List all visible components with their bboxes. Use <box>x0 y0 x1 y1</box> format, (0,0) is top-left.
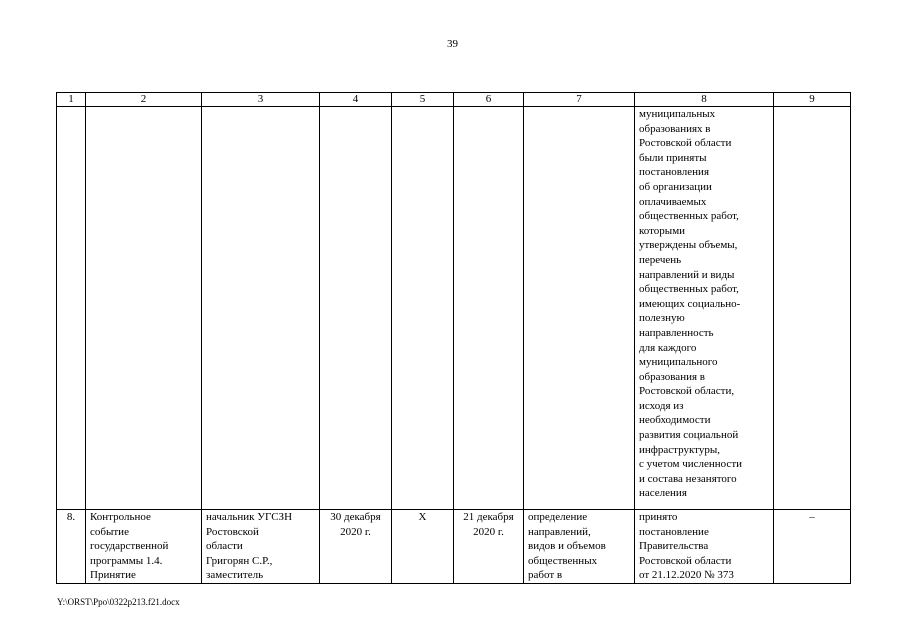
text-line: Принятие <box>90 569 136 582</box>
text-line: Ростовской области <box>639 137 732 150</box>
table-header-row <box>57 93 851 107</box>
text-line: населения <box>639 487 687 500</box>
column-header: 9 <box>774 93 851 107</box>
cell-col9: – <box>774 510 851 584</box>
text-line: 2020 г. <box>340 525 371 538</box>
text-line: муниципальных <box>639 108 716 120</box>
text-line: для каждого <box>639 341 697 354</box>
text-line: Ростовской области <box>639 554 732 567</box>
text-line: 21 декабря <box>463 511 514 523</box>
text-line: направленность <box>639 326 714 339</box>
text-line: от 21.12.2020 № 373 <box>639 569 734 582</box>
text-line: перечень <box>639 253 682 266</box>
text-line: были приняты <box>639 151 707 164</box>
text-line: муниципального <box>639 356 718 369</box>
text-line: образованиях в <box>639 122 711 135</box>
cell-actual-date <box>454 510 524 584</box>
text-line: 2020 г. <box>473 525 504 538</box>
text-line: определение <box>528 511 588 523</box>
text-line: инфраструктуры, <box>639 443 720 456</box>
text-line: развития социальной <box>639 429 739 442</box>
cell-result-text <box>635 107 774 510</box>
text-line: событие <box>90 525 129 538</box>
text-line: общественных <box>528 554 598 567</box>
cell-empty <box>86 107 202 510</box>
program-events-table <box>56 92 851 584</box>
text-line: об организации <box>639 180 712 193</box>
text-line: Контрольное <box>90 511 151 523</box>
text-line: программы 1.4. <box>90 554 163 567</box>
text-line: необходимости <box>639 414 711 427</box>
text-line: Григорян С.Р., <box>206 554 273 567</box>
table-row-8 <box>57 510 851 584</box>
column-header: 5 <box>392 93 454 107</box>
text-line: утверждены объемы, <box>639 239 738 252</box>
cell-empty <box>774 107 851 510</box>
cell-row-number: 8. <box>57 510 86 584</box>
cell-responsible <box>202 510 320 584</box>
cell-empty <box>202 107 320 510</box>
column-header: 8 <box>635 93 774 107</box>
text-line: направлений и виды <box>639 268 735 281</box>
cell-col5: Х <box>392 510 454 584</box>
column-header: 3 <box>202 93 320 107</box>
text-line: направлений, <box>528 525 591 538</box>
cell-empty <box>57 107 86 510</box>
cell-planned-date <box>320 510 392 584</box>
text-line: полезную <box>639 312 685 325</box>
text-line: исходя из <box>639 399 684 412</box>
text-line: начальник УГСЗН <box>206 511 293 523</box>
column-header: 1 <box>57 93 86 107</box>
page-number: 39 <box>447 38 458 50</box>
text-line: Ростовской <box>206 525 259 538</box>
text-line: и состава незанятого <box>639 472 737 485</box>
text-line: общественных работ, <box>639 210 739 223</box>
cell-event-name <box>86 510 202 584</box>
text-line: 30 декабря <box>330 511 381 523</box>
text-line: постановления <box>639 166 710 179</box>
text-line: Правительства <box>639 540 709 553</box>
text-line: постановление <box>639 525 709 538</box>
text-line: имеющих социально- <box>639 297 741 310</box>
text-line: государственной <box>90 540 169 553</box>
text-line: Ростовской области, <box>639 385 735 398</box>
column-header: 6 <box>454 93 524 107</box>
text-line: которыми <box>639 224 686 237</box>
text-line: работ в <box>528 569 563 582</box>
cell-empty <box>524 107 635 510</box>
text-line: принято <box>639 511 678 523</box>
file-path-footer: Y:\ORST\Ppo\0322p213.f21.docx <box>57 597 180 607</box>
text-line: с учетом численности <box>639 458 743 471</box>
cell-actual-result <box>635 510 774 584</box>
text-line: заместитель <box>206 569 264 582</box>
text-line: образования в <box>639 370 705 383</box>
column-header: 4 <box>320 93 392 107</box>
text-line: оплачиваемых <box>639 195 707 208</box>
column-header: 2 <box>86 93 202 107</box>
cell-empty <box>392 107 454 510</box>
text-line: общественных работ, <box>639 283 739 296</box>
cell-empty <box>320 107 392 510</box>
table-row-continued <box>57 107 851 510</box>
text-line: области <box>206 540 243 553</box>
column-header: 7 <box>524 93 635 107</box>
text-line: видов и объемов <box>528 540 606 553</box>
cell-empty <box>454 107 524 510</box>
cell-planned-result <box>524 510 635 584</box>
